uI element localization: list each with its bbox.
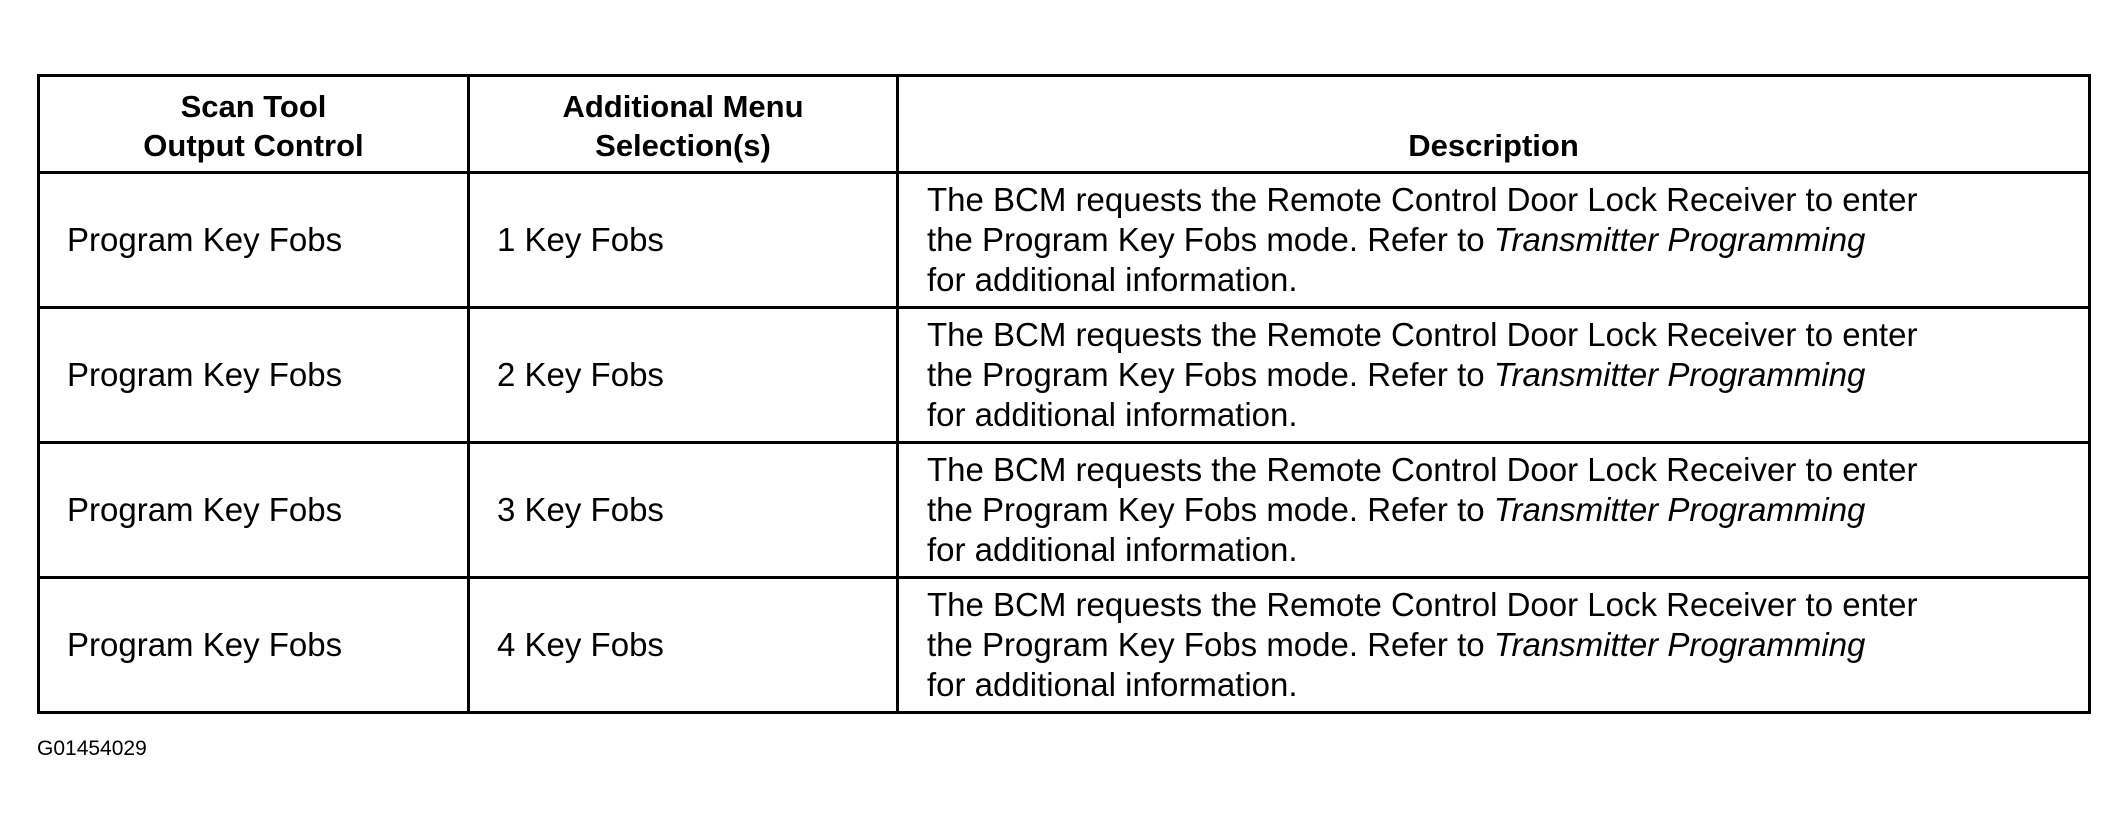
scan-tool-output-table (37, 74, 2091, 714)
description-line-3: for additional information. (927, 396, 1298, 433)
description-cell (898, 443, 2090, 578)
header-col1-line1: Scan Tool (180, 89, 327, 124)
output-control-cell: Program Key Fobs (39, 308, 469, 443)
description-line-3: for additional information. (927, 531, 1298, 568)
menu-selection-cell: 4 Key Fobs (469, 578, 898, 713)
table-header-row (39, 76, 2090, 173)
header-col1-line2: Output Control (143, 128, 364, 163)
transmitter-programming-reference: Transmitter Programming (1493, 626, 1866, 663)
description-cell (898, 173, 2090, 308)
description-line-1: The BCM requests the Remote Control Door Lock Receiver to enter (927, 586, 1918, 623)
description-line-2: the Program Key Fobs mode. Refer to (927, 491, 1494, 528)
figure-id-label: G01454029 (37, 737, 147, 760)
header-scan-tool-output-control (39, 76, 469, 173)
transmitter-programming-reference: Transmitter Programming (1493, 356, 1866, 393)
table-row (39, 173, 2090, 308)
header-col3: Description (1408, 128, 1579, 163)
description-line-2: the Program Key Fobs mode. Refer to (927, 626, 1494, 663)
table-row (39, 308, 2090, 443)
transmitter-programming-reference: Transmitter Programming (1493, 221, 1866, 258)
menu-selection-cell: 1 Key Fobs (469, 173, 898, 308)
output-control-cell: Program Key Fobs (39, 173, 469, 308)
header-col2-line2: Selection(s) (595, 128, 771, 163)
table-row (39, 578, 2090, 713)
scan-tool-output-table-container (37, 74, 2088, 714)
menu-selection-cell: 3 Key Fobs (469, 443, 898, 578)
description-line-3: for additional information. (927, 666, 1298, 703)
header-additional-menu-selections (469, 76, 898, 173)
description-cell (898, 578, 2090, 713)
transmitter-programming-reference: Transmitter Programming (1493, 491, 1866, 528)
output-control-cell: Program Key Fobs (39, 578, 469, 713)
menu-selection-cell: 2 Key Fobs (469, 308, 898, 443)
description-line-3: for additional information. (927, 261, 1298, 298)
output-control-cell: Program Key Fobs (39, 443, 469, 578)
description-line-1: The BCM requests the Remote Control Door Lock Receiver to enter (927, 451, 1918, 488)
description-line-1: The BCM requests the Remote Control Door Lock Receiver to enter (927, 316, 1918, 353)
description-line-2: the Program Key Fobs mode. Refer to (927, 356, 1494, 393)
header-col2-line1: Additional Menu (562, 89, 804, 124)
description-line-1: The BCM requests the Remote Control Door Lock Receiver to enter (927, 181, 1918, 218)
description-line-2: the Program Key Fobs mode. Refer to (927, 221, 1494, 258)
description-cell (898, 308, 2090, 443)
table-row (39, 443, 2090, 578)
header-description (898, 76, 2090, 173)
